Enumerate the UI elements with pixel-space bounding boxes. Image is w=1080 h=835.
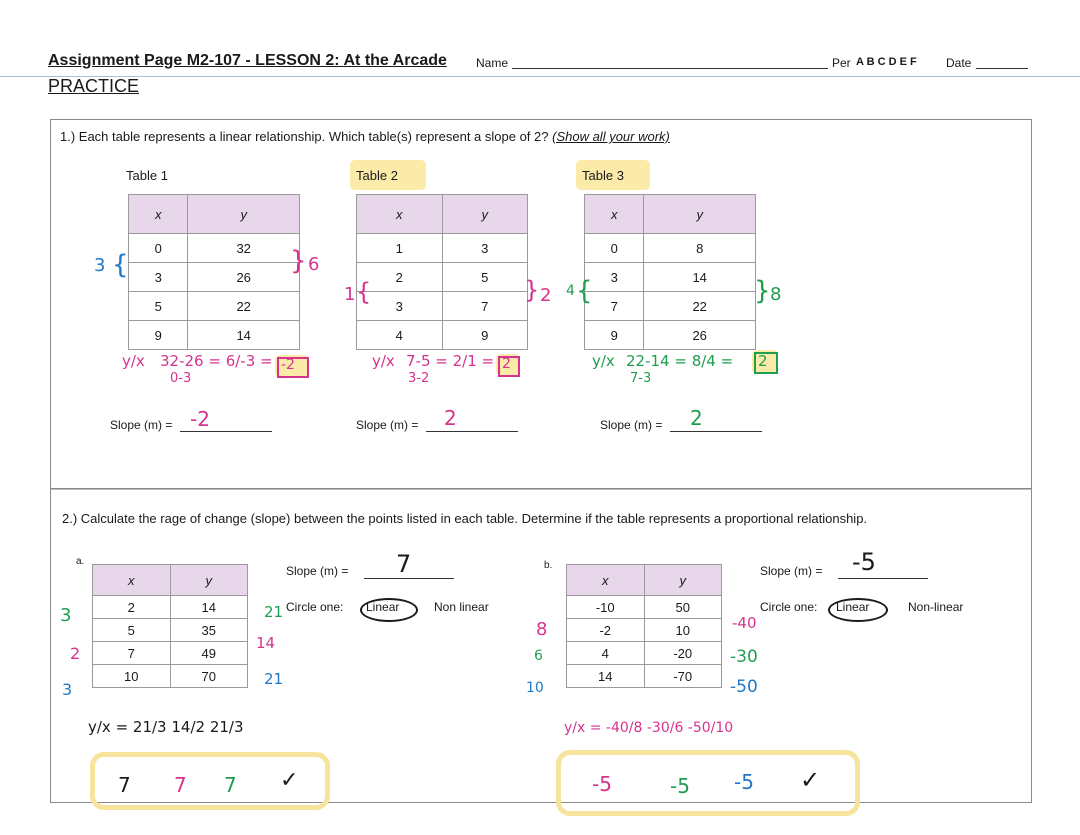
table-row: 2 14 [93,596,248,619]
table-3-header-x: x [585,195,644,234]
part-a-slope-label: Slope (m) = [286,564,349,578]
table-row: 1 3 [357,234,528,263]
part-b-slope-label: Slope (m) = [760,564,823,578]
table-row: 9 26 [585,321,756,350]
part-a-left-note: 3 [62,680,73,699]
table-3-name: Table 3 [582,168,624,183]
part-b-result: -5 [734,770,754,794]
table-2-work-den: 3-2 [408,371,430,386]
part-b-slope-answer: -5 [852,548,876,576]
table-1-slope-label: Slope (m) = [110,418,173,432]
table-row: 3 14 [585,263,756,292]
table-3 [584,194,756,350]
part-a-option-nonlinear[interactable]: Non linear [434,600,489,614]
part-a-result: 7 [224,773,237,797]
brace-left: { [356,278,372,306]
table-row: -2 10 [567,619,722,642]
table-3-y-change: 8 [770,284,782,305]
part-a-slope-blank[interactable] [364,578,454,579]
part-a-left-note: 3 [60,605,72,626]
table-3-header-y: y [644,195,756,234]
table-1-work-den: 0-3 [170,371,192,386]
part-b-right-note: -40 [732,614,757,632]
practice-heading: PRACTICE [48,76,140,96]
table-1-header-x: x [129,195,188,234]
table-row: 9 14 [129,321,300,350]
table-row: 0 32 [129,234,300,263]
table-2-x-change: 1 [344,284,356,305]
part-b-left-note: 6 [534,648,543,664]
part-b-result: -5 [592,772,612,796]
brace-left: { [112,250,129,280]
part-a-left-note: 2 [70,644,81,663]
table-row: 2 5 [357,263,528,292]
part-a-table: x y 2 14 5 35 7 49 10 70 [92,564,248,688]
table-1-header-y: y [188,195,300,234]
table-3-slope-blank[interactable] [670,431,762,432]
part-b-option-linear[interactable]: Linear [836,600,870,614]
table-row: 3 7 [357,292,528,321]
table-2-slope-label: Slope (m) = [356,418,419,432]
part-b-slope-blank[interactable] [838,578,928,579]
part-b-right-note: -30 [730,647,758,667]
table-row: 3 26 [129,263,300,292]
table-1-slope-answer: -2 [190,407,210,431]
table-row: 7 49 [93,642,248,665]
table-1-yx: y/x [122,352,145,370]
table-1-answer: -2 [281,357,295,373]
table-2-slope-answer: 2 [444,406,457,430]
brace-left: { [576,276,593,306]
part-b-work: y/x = -40/8 -30/6 -50/10 [564,720,734,736]
name-label: Name [476,56,509,70]
header-rule [0,76,1080,77]
q2-prompt: 2.) Calculate the rage of change (slope) between the points listed in each table. Determine if the table represents a proportional relationship. [62,511,868,526]
q1-prompt-note: (Show all your work) [552,129,670,144]
part-a-result: 7 [174,773,187,797]
part-a-work: y/x = 21/3 14/2 21/3 [88,718,244,736]
table-1-work: 32-26 = 6/-3 = [160,352,273,370]
brace-right: } [290,246,307,276]
part-a-right-note: 21 [264,603,284,621]
table-row: 14 -70 [567,665,722,688]
table-2-yx: y/x [372,352,395,370]
table-1-slope-blank[interactable] [180,431,272,432]
table-3-x-change: 4 [566,283,575,299]
table-row: 0 8 [585,234,756,263]
part-b-right-note: -50 [730,677,758,697]
table-1-y-change: 6 [308,254,320,275]
part-a-right-note: 14 [256,634,276,652]
table-2-header-y: y [442,195,528,234]
part-b-circle-one: Circle one: [760,600,818,614]
table-row: -10 50 [567,596,722,619]
part-a-result: 7 [118,773,131,797]
name-blank[interactable] [512,68,828,69]
q1-prompt: 1.) Each table represents a linear relationship. Which table(s) represent a slope of 2? (Show all your work) [60,129,670,144]
table-2-slope-blank[interactable] [426,431,518,432]
table-row: 5 22 [129,292,300,321]
table-3-work-den: 7-3 [630,371,652,386]
table-row: 5 35 [93,619,248,642]
check-icon: ✓ [800,766,821,794]
part-a-right-note: 21 [264,670,284,688]
table-2-header-x: x [357,195,443,234]
table-1 [128,194,300,350]
part-b-letter: b. [544,560,553,571]
brace-right: } [754,276,771,306]
part-b-left-note: 10 [526,680,544,696]
table-1-x-change: 3 [94,255,106,276]
table-2-answer: 2 [502,356,511,372]
table-row: 10 70 [93,665,248,688]
part-b-table: x y -10 50 -2 10 4 -20 14 -70 [566,564,722,688]
part-b-option-nonlinear[interactable]: Non-linear [908,600,964,614]
part-a-slope-answer: 7 [396,550,412,578]
table-3-slope-label: Slope (m) = [600,418,663,432]
part-b-left-note: 8 [536,619,548,640]
per-label: Per [832,56,851,70]
table-2 [356,194,528,350]
date-label: Date [946,56,972,70]
check-icon: ✓ [280,768,299,793]
assignment-title: Assignment Page M2-107 - LESSON 2: At the Arcade [48,52,447,69]
table-2-y-change: 2 [540,285,552,306]
brace-right: } [524,276,540,304]
table-2-work: 7-5 = 2/1 = [406,352,495,370]
part-a-letter: a. [76,556,85,567]
table-2-name: Table 2 [356,168,398,183]
part-b-result: -5 [670,774,690,798]
table-1-name: Table 1 [126,168,168,183]
table-row: 4 9 [357,321,528,350]
per-letters: A B C D E F [856,56,917,68]
table-row: 4 -20 [567,642,722,665]
table-3-answer: 2 [758,352,768,370]
table-3-yx: y/x [592,352,615,370]
part-a-option-linear[interactable]: Linear [366,600,400,614]
table-3-slope-answer: 2 [690,406,703,430]
table-row: 7 22 [585,292,756,321]
part-a-circle-one: Circle one: [286,600,344,614]
table-3-work: 22-14 = 8/4 = [626,352,734,370]
date-blank[interactable] [976,68,1028,69]
